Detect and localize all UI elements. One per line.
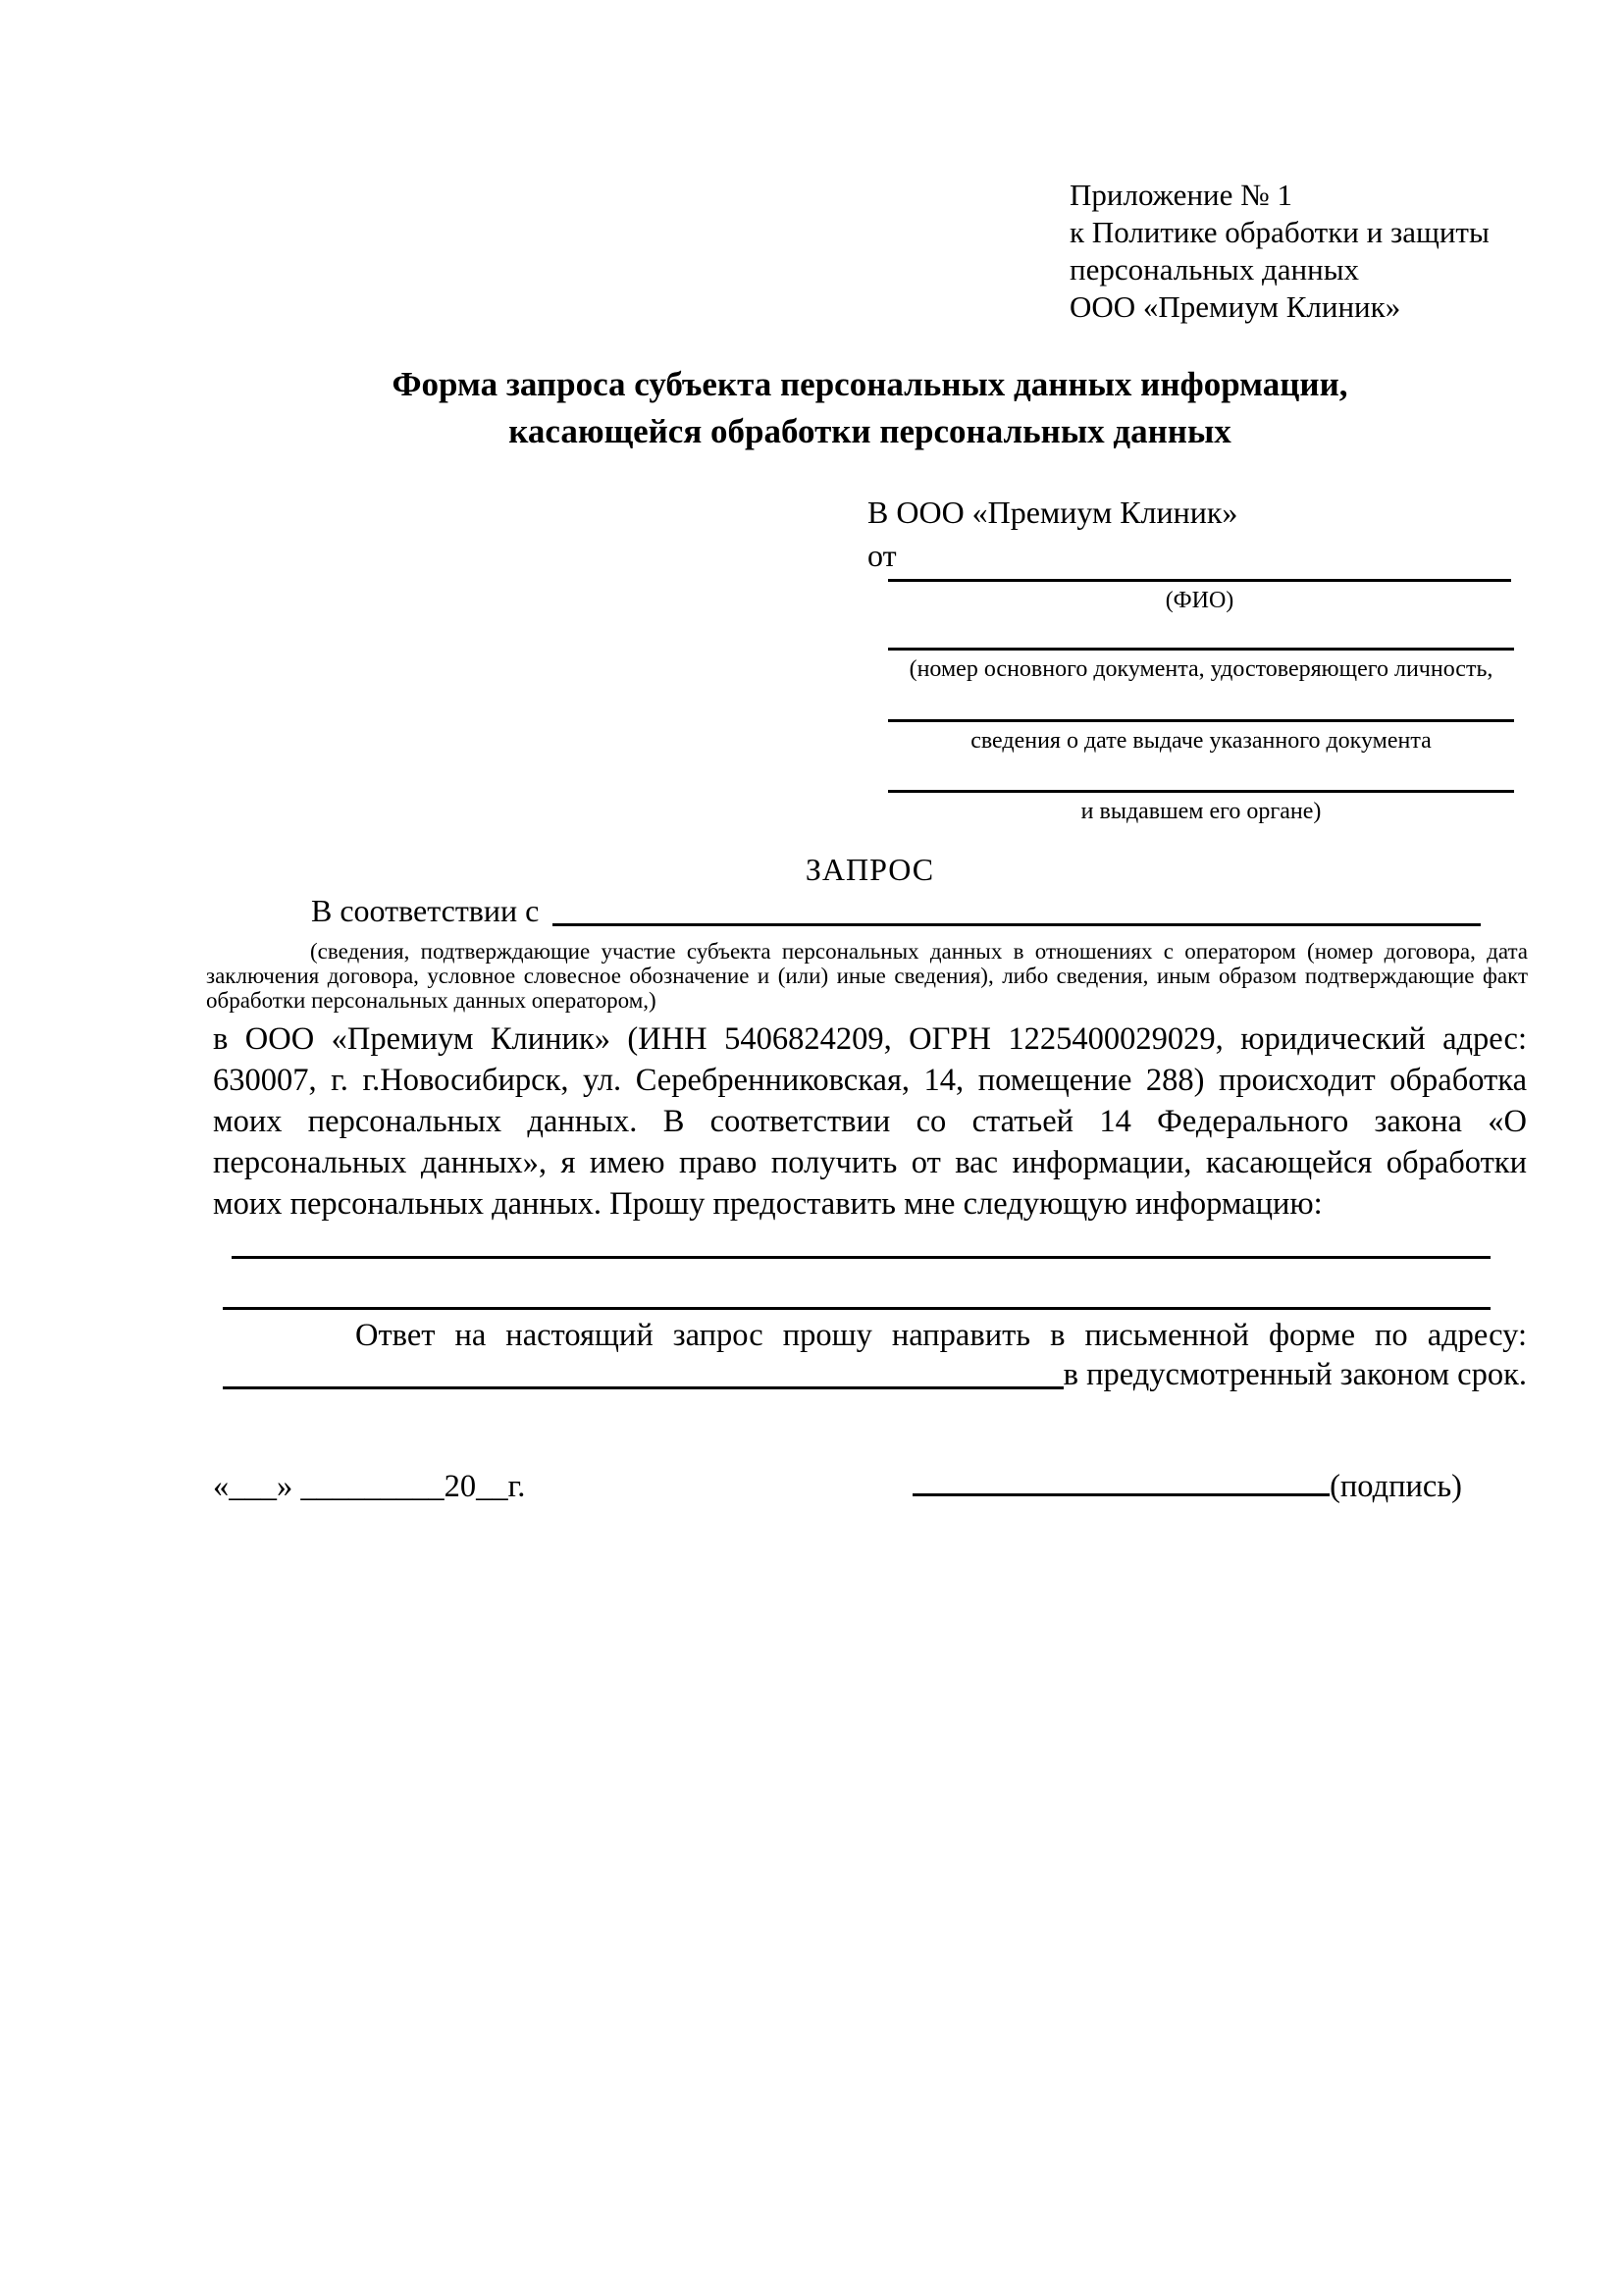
issuing-authority-caption: и выдавшем его органе) [1080,799,1322,824]
issue-date-caption: сведения о дате выдаче указанного документа [970,728,1432,754]
date-blank: «___» _________20__г. [213,1469,526,1504]
accordance-row [213,891,1481,930]
signature-blank-line [913,1460,1330,1496]
appendix-line: персональных данных [1070,252,1360,287]
accordance-label: В соответствии с [311,893,540,928]
signature-group [913,1460,1462,1507]
fio-caption: (ФИО) [1165,588,1234,613]
page-title-line: касающейся обработки персональных данных [508,412,1231,450]
issue-date-blank-line [888,719,1514,722]
reply-address-row [213,1354,1527,1395]
accordance-blank-line [552,891,1481,926]
issuing-authority-blank-line [888,790,1514,793]
fio-blank-line [888,579,1511,582]
appendix-line: Приложение № 1 [1070,178,1292,212]
page-title [213,361,1527,455]
appendix-line: к Политике обработки и защиты [1070,215,1490,249]
address-blank-line [223,1354,1064,1389]
signature-row [213,1460,1462,1507]
document-number-caption: (номер основного документа, удостоверяющего личность, [909,656,1493,682]
reply-instruction: Ответ на настоящий запрос прошу направить в письменной форме по адресу: [355,1318,1527,1353]
addressee-block [867,491,1237,577]
note-paragraph: (сведения, подтверждающие участие субъекта персональных данных в отношениях с оператором (номер договора, дата заключения договора, условное словесное обозначение и (или) иные сведения), либо сведения, иным образом подтверждающие факт обработки персональных данных оператором,) [206,939,1528,1013]
addressee-from-label: от [867,538,897,573]
document-number-blank-line [888,648,1514,651]
addressee-organization: В ООО «Премиум Клиник» [867,495,1238,530]
request-heading: ЗАПРОС [805,852,935,887]
info-blank-line-2 [223,1307,1491,1310]
appendix-block [1070,177,1490,326]
page-title-line: Форма запроса субъекта персональных данных информации, [392,365,1348,403]
body-paragraph: в ООО «Премиум Клиник» (ИНН 5406824209, ОГРН 1225400029029, юридический адрес: 630007, г. г.Новосибирск, ул. Серебренниковская, 14, помещение 288) происходит обработка моих персональных данных. В соответствии со статьей 14 Федерального закона «О персональных данных», я имею право получить от вас информации, касающейся обработки моих персональных данных. Прошу предоставить мне следующую информацию: [213,1021,1527,1222]
reply-suffix: в предусмотренный законом срок. [1063,1357,1527,1392]
appendix-line: ООО «Премиум Клиник» [1070,289,1401,324]
info-blank-line-1 [232,1256,1491,1259]
signature-caption: (подпись) [1330,1469,1462,1504]
